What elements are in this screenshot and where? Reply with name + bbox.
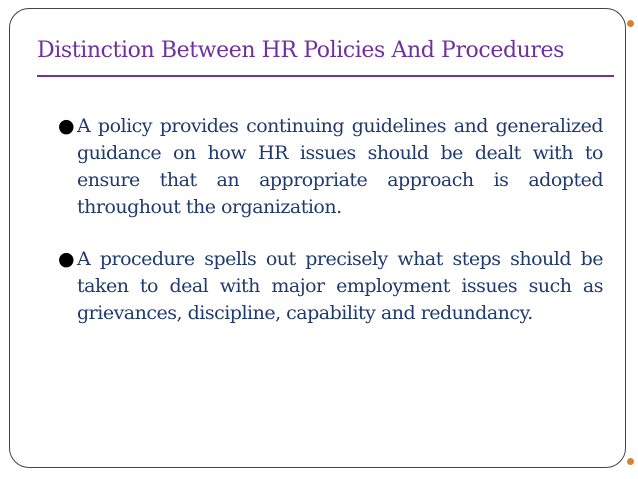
accent-dot-top — [627, 20, 634, 27]
bullet-item-policy — [58, 113, 603, 221]
bullet-text: A policy provides continuing guidelines and generalized guidance on how HR issues should be dealt with to ensure that an appropriate approach is adopted throughout the organization. — [77, 115, 603, 218]
title-underline — [37, 75, 614, 77]
bullet-marker: ● — [58, 248, 75, 270]
slide-title: Distinction Between HR Policies And Procedures — [37, 38, 565, 63]
bullet-item-procedure — [58, 246, 603, 327]
bullet-list — [58, 113, 603, 352]
bullet-text: A procedure spells out precisely what steps should be taken to deal with major employment issues such as grievances, discipline, capability and redundancy. — [77, 248, 603, 324]
accent-dot-bottom — [627, 458, 634, 465]
bullet-marker: ● — [58, 115, 75, 137]
